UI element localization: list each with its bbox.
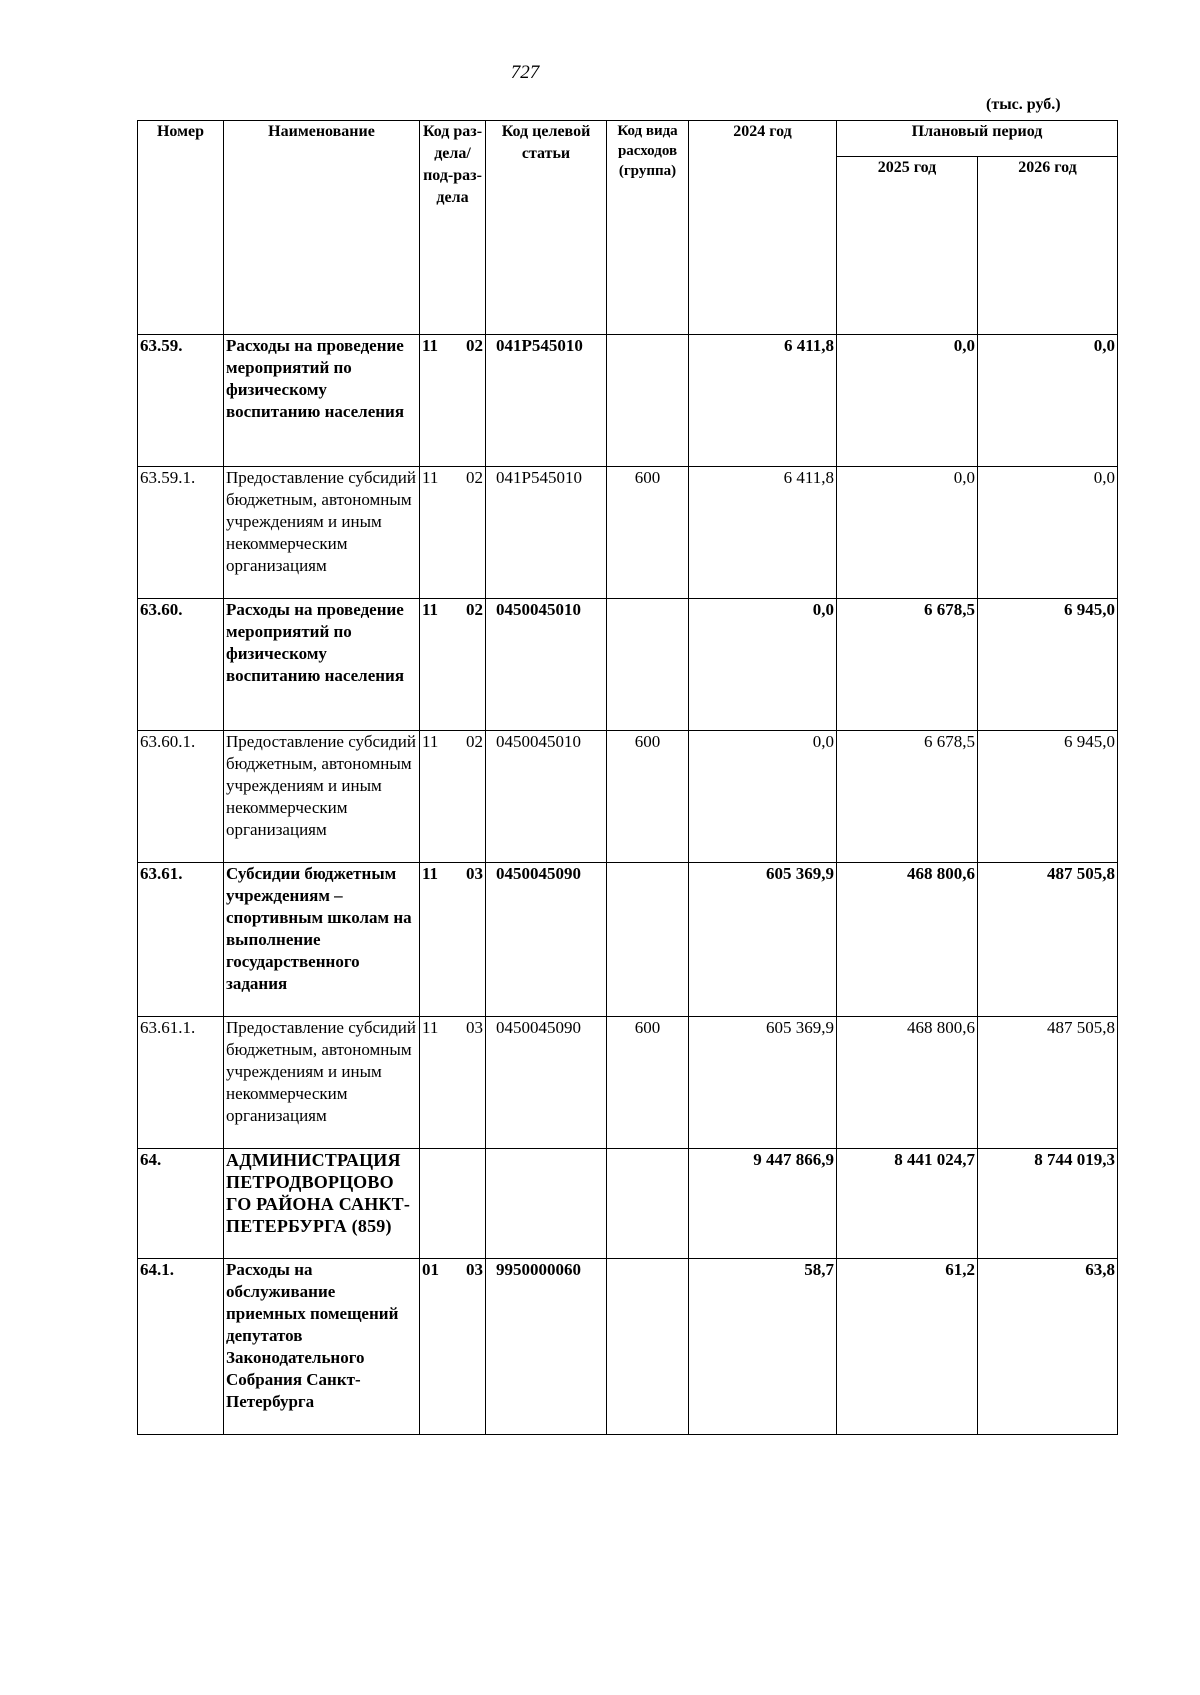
row-name: Расходы на проведение мероприятий по физическому воспитанию населения	[224, 599, 420, 731]
table-row	[138, 731, 1118, 863]
row-target-code: 0450045010	[486, 731, 607, 863]
row-name: АДМИНИСТРАЦИЯ ПЕТРОДВОРЦОВО ГО РАЙОНА САНКТ-ПЕТЕРБУРГА (859)	[224, 1149, 420, 1259]
row-expense-code	[607, 1149, 689, 1259]
row-razdel: 11	[422, 600, 439, 619]
row-target-code	[486, 1149, 607, 1259]
row-2025: 0,0	[837, 467, 978, 599]
row-target-code: 0450045090	[486, 863, 607, 1017]
header-row-top	[138, 121, 1118, 157]
row-expense-code: 600	[607, 731, 689, 863]
row-number: 63.61.1.	[138, 1017, 224, 1149]
row-2024: 9 447 866,9	[689, 1149, 837, 1259]
row-2025: 468 800,6	[837, 1017, 978, 1149]
row-podrazdel: 02	[466, 732, 483, 751]
row-name: Субсидии бюджетным учреждениям – спортивным школам на выполнение государственного задания	[224, 863, 420, 1017]
row-razdel: 11	[422, 732, 439, 751]
row-2024: 0,0	[689, 731, 837, 863]
row-2026: 487 505,8	[978, 863, 1118, 1017]
row-2026: 8 744 019,3	[978, 1149, 1118, 1259]
row-number: 63.59.	[138, 335, 224, 467]
row-target-code: 0450045010	[486, 599, 607, 731]
row-2025: 0,0	[837, 335, 978, 467]
row-podrazdel: 03	[466, 1018, 483, 1037]
header-code-section: Код раз-дела/ под-раз-дела	[420, 121, 486, 335]
budget-table	[137, 120, 1118, 1435]
row-expense-code	[607, 599, 689, 731]
row-expense-code	[607, 335, 689, 467]
table-row	[138, 863, 1118, 1017]
row-section-code	[420, 335, 486, 467]
table-row	[138, 1259, 1118, 1435]
header-year-2026: 2026 год	[978, 157, 1118, 335]
row-razdel: 11	[422, 1018, 439, 1037]
table-row	[138, 1149, 1118, 1259]
row-number: 63.59.1.	[138, 467, 224, 599]
row-section-code	[420, 467, 486, 599]
page-number: 727	[510, 62, 540, 83]
row-podrazdel: 02	[466, 336, 483, 355]
row-number: 63.60.	[138, 599, 224, 731]
header-name: Наименование	[224, 121, 420, 335]
row-section-code	[420, 1149, 486, 1259]
row-target-code: 0450045090	[486, 1017, 607, 1149]
row-razdel: 11	[422, 864, 439, 883]
row-expense-code: 600	[607, 467, 689, 599]
row-number: 63.61.	[138, 863, 224, 1017]
row-name: Расходы на проведение мероприятий по физическому воспитанию населения	[224, 335, 420, 467]
row-2024: 605 369,9	[689, 863, 837, 1017]
row-number: 64.	[138, 1149, 224, 1259]
row-name: Предоставление субсидий бюджетным, автономным учреждениям и иным некоммерческим организациям	[224, 1017, 420, 1149]
row-2026: 6 945,0	[978, 731, 1118, 863]
row-2026: 63,8	[978, 1259, 1118, 1435]
row-expense-code	[607, 863, 689, 1017]
row-target-code: 041P545010	[486, 467, 607, 599]
row-name: Предоставление субсидий бюджетным, автономным учреждениям и иным некоммерческим организациям	[224, 467, 420, 599]
row-section-code	[420, 1259, 486, 1435]
row-target-code: 9950000060	[486, 1259, 607, 1435]
row-2024: 605 369,9	[689, 1017, 837, 1149]
row-2026: 0,0	[978, 467, 1118, 599]
header-plan-period: Плановый период	[837, 121, 1118, 157]
row-razdel: 11	[422, 336, 439, 355]
row-section-code	[420, 863, 486, 1017]
row-2026: 6 945,0	[978, 599, 1118, 731]
row-2025: 468 800,6	[837, 863, 978, 1017]
header-year-2025: 2025 год	[837, 157, 978, 335]
row-2024: 6 411,8	[689, 335, 837, 467]
row-expense-code: 600	[607, 1017, 689, 1149]
header-number: Номер	[138, 121, 224, 335]
row-expense-code	[607, 1259, 689, 1435]
row-podrazdel: 03	[466, 1260, 483, 1279]
table-row	[138, 335, 1118, 467]
row-2024: 0,0	[689, 599, 837, 731]
row-number: 64.1.	[138, 1259, 224, 1435]
row-section-code	[420, 1017, 486, 1149]
header-year-2024: 2024 год	[689, 121, 837, 335]
row-section-code	[420, 599, 486, 731]
row-2025: 8 441 024,7	[837, 1149, 978, 1259]
row-2024: 6 411,8	[689, 467, 837, 599]
row-section-code	[420, 731, 486, 863]
row-2025: 6 678,5	[837, 599, 978, 731]
units-note: (тыс. руб.)	[986, 96, 1061, 113]
row-razdel: 11	[422, 468, 439, 487]
row-2024: 58,7	[689, 1259, 837, 1435]
header-code-target: Код целевой статьи	[486, 121, 607, 335]
row-2025: 6 678,5	[837, 731, 978, 863]
row-podrazdel: 02	[466, 600, 483, 619]
row-2025: 61,2	[837, 1259, 978, 1435]
row-2026: 487 505,8	[978, 1017, 1118, 1149]
row-2026: 0,0	[978, 335, 1118, 467]
row-target-code: 041P545010	[486, 335, 607, 467]
row-podrazdel: 02	[466, 468, 483, 487]
table-row	[138, 1017, 1118, 1149]
row-razdel: 01	[422, 1260, 439, 1279]
row-podrazdel: 03	[466, 864, 483, 883]
row-name: Расходы на обслуживание приемных помещений депутатов Законодательного Собрания Санкт-Петербурга	[224, 1259, 420, 1435]
table-row	[138, 467, 1118, 599]
row-number: 63.60.1.	[138, 731, 224, 863]
table-row	[138, 599, 1118, 731]
header-code-expense: Код вида расходов (группа)	[607, 121, 689, 335]
row-name: Предоставление субсидий бюджетным, автономным учреждениям и иным некоммерческим организациям	[224, 731, 420, 863]
